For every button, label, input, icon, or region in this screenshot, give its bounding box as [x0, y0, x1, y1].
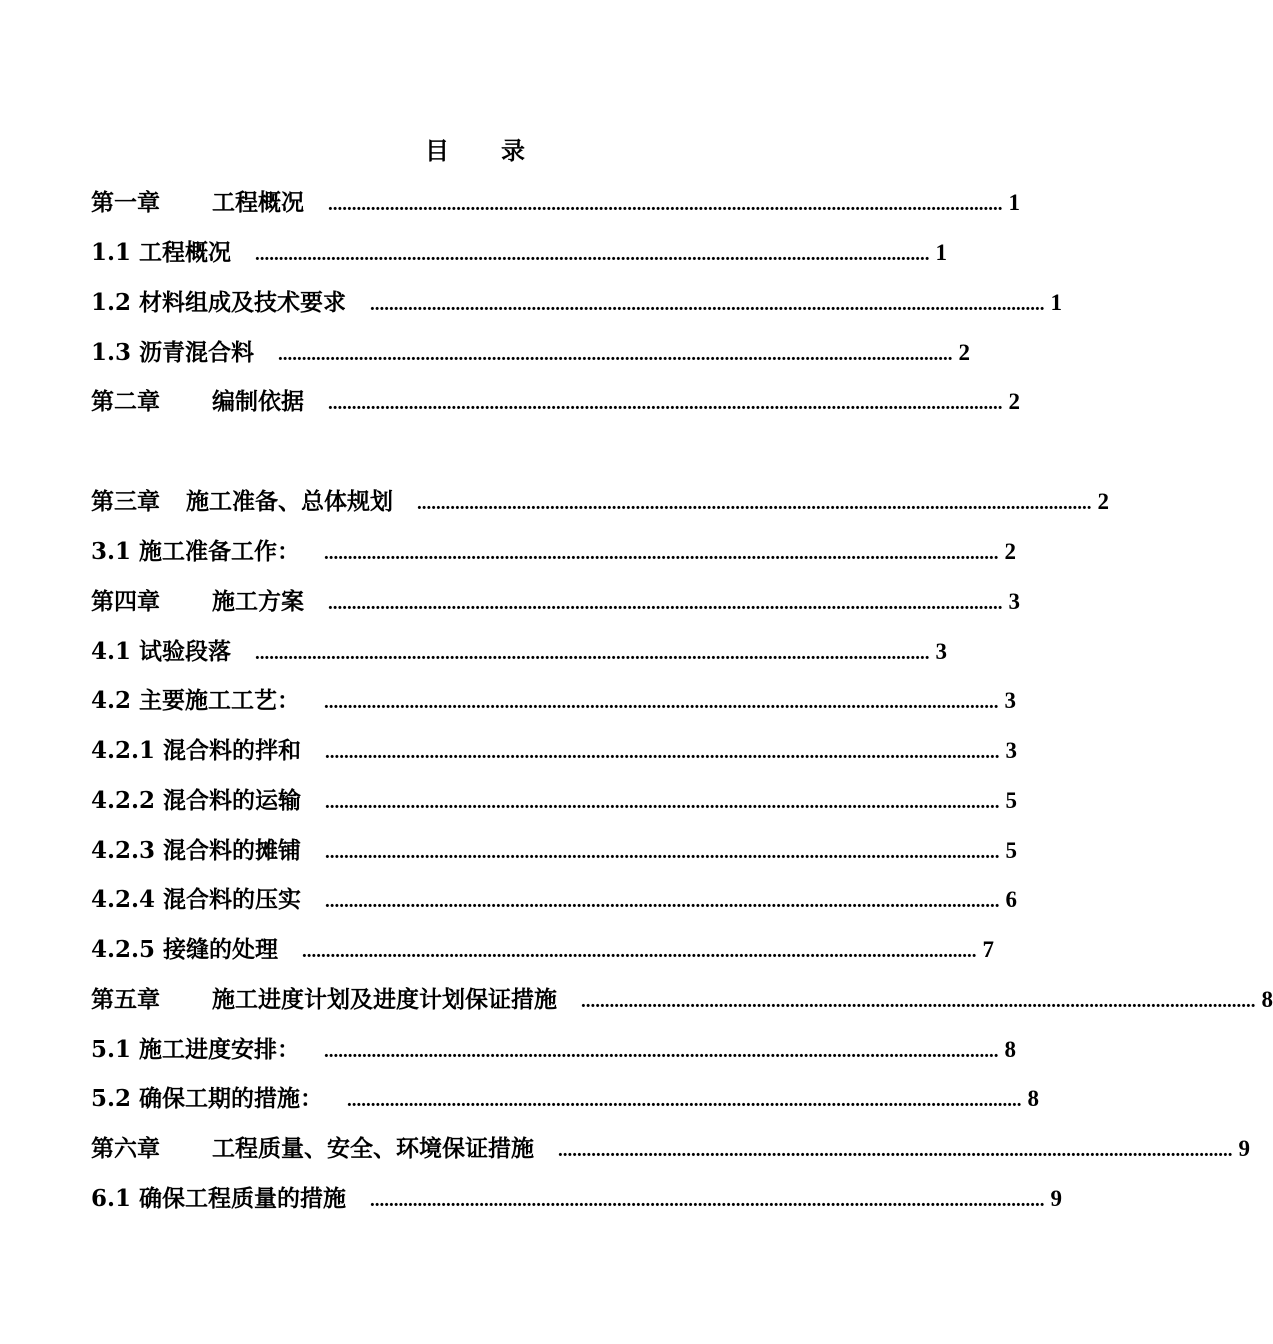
toc-title: 3.1 施工准备工作：: [91, 538, 301, 565]
toc-leader: ..............................................................................................................................................: [324, 1041, 999, 1062]
toc-title: 1.3 沥青混合料: [91, 339, 255, 366]
toc-title-right: 录: [501, 136, 525, 165]
toc-page: 1: [1008, 190, 1020, 215]
toc-title-left: 目: [425, 136, 449, 165]
toc-page: 8: [1004, 1037, 1017, 1062]
toc-leader: ..............................................................................................................................................: [325, 742, 1000, 763]
toc-line-3[interactable]: [91, 334, 971, 366]
toc-leader: ..............................................................................................................................................: [324, 543, 999, 564]
toc-page: 1: [1050, 290, 1063, 315]
toc-page: 9: [1050, 1186, 1063, 1211]
toc-leader: ..............................................................................................................................................: [255, 643, 930, 664]
toc-page: 3: [1004, 688, 1017, 713]
toc-page: 9: [1238, 1136, 1250, 1161]
toc-page: 2: [1004, 539, 1017, 564]
toc-label: 第二章: [91, 388, 160, 415]
toc-line-5[interactable]: [91, 483, 1109, 515]
toc-line-10[interactable]: [91, 732, 1018, 764]
toc-line-17[interactable]: [91, 1080, 1040, 1112]
toc-leader: ..............................................................................................................................................: [558, 1140, 1233, 1161]
toc-leader: ..............................................................................................................................................: [581, 991, 1256, 1012]
toc-title: 编制依据: [212, 388, 304, 415]
toc-line-13[interactable]: [91, 881, 1018, 913]
toc-title: [0, 131, 950, 166]
toc-line-1[interactable]: [91, 234, 948, 266]
toc-line-19[interactable]: [91, 1180, 1063, 1212]
toc-label: 第四章: [91, 588, 160, 615]
toc-page: 2: [1097, 489, 1109, 514]
toc-page: 7: [982, 937, 995, 962]
toc-page: 8: [1261, 987, 1273, 1012]
toc-title: 工程质量、安全、环境保证措施: [212, 1135, 534, 1162]
toc-title: 施工方案: [212, 588, 304, 615]
toc-title: 4.2.1 混合料的拌和: [91, 737, 302, 764]
toc-label: 第一章: [91, 189, 160, 216]
toc-leader: ..............................................................................................................................................: [302, 941, 977, 962]
toc-page: 3: [935, 639, 948, 664]
toc-leader: ..............................................................................................................................................: [255, 244, 930, 265]
toc-line-2[interactable]: [91, 284, 1063, 316]
toc-title: 施工进度计划及进度计划保证措施: [212, 986, 557, 1013]
toc-page: 8: [1027, 1086, 1040, 1111]
toc-leader: ..............................................................................................................................................: [325, 842, 1000, 863]
toc-title: 施工准备、总体规划: [186, 488, 393, 515]
toc-leader: ..............................................................................................................................................: [325, 792, 1000, 813]
toc-leader: ..............................................................................................................................................: [278, 344, 953, 365]
toc-title: 1.1 工程概况: [91, 239, 232, 266]
toc-page: 5: [1005, 838, 1018, 863]
toc-label: 第三章: [91, 488, 160, 515]
toc-leader: ..............................................................................................................................................: [370, 294, 1045, 315]
toc-line-12[interactable]: [91, 832, 1018, 864]
toc-line-18[interactable]: [91, 1130, 1250, 1162]
toc-line-4[interactable]: [91, 383, 1020, 415]
toc-line-6[interactable]: [91, 533, 1017, 565]
toc-title: 5.1 施工进度安排：: [91, 1036, 301, 1063]
toc-line-8[interactable]: [91, 633, 948, 665]
toc-title: 6.1 确保工程质量的措施: [91, 1185, 347, 1212]
toc-title: 工程概况: [212, 189, 304, 216]
toc-line-15[interactable]: [91, 981, 1273, 1013]
toc-page: 2: [958, 340, 971, 365]
toc-title: 4.2.3 混合料的摊铺: [91, 837, 302, 864]
toc-line-7[interactable]: [91, 583, 1020, 615]
toc-page: 3: [1005, 738, 1018, 763]
toc-line-0[interactable]: [91, 184, 1020, 216]
toc-leader: ..............................................................................................................................................: [347, 1090, 1022, 1111]
toc-leader: ..............................................................................................................................................: [370, 1190, 1045, 1211]
toc-label: 第六章: [91, 1135, 160, 1162]
toc-title: 5.2 确保工期的措施：: [91, 1085, 324, 1112]
toc-title: 1.2 材料组成及技术要求: [91, 289, 347, 316]
toc-leader: ..............................................................................................................................................: [328, 593, 1003, 614]
toc-leader: ..............................................................................................................................................: [325, 891, 1000, 912]
toc-page: 6: [1005, 887, 1018, 912]
toc-leader: ..............................................................................................................................................: [328, 194, 1003, 215]
toc-title: 4.2.2 混合料的运输: [91, 787, 302, 814]
toc-page: 5: [1005, 788, 1018, 813]
toc-leader: ..............................................................................................................................................: [328, 393, 1003, 414]
toc-line-11[interactable]: [91, 782, 1018, 814]
toc-leader: ..............................................................................................................................................: [324, 692, 999, 713]
toc-page: 1: [935, 240, 948, 265]
toc-title: 4.2.5 接缝的处理: [91, 936, 279, 963]
toc-line-14[interactable]: [91, 931, 995, 963]
toc-title: 4.2 主要施工工艺：: [91, 687, 301, 714]
toc-label: 第五章: [91, 986, 160, 1013]
toc-line-9[interactable]: [91, 682, 1017, 714]
toc-title: 4.1 试验段落: [91, 638, 232, 665]
toc-page: 3: [1008, 589, 1020, 614]
toc-line-16[interactable]: [91, 1031, 1017, 1063]
toc-title: 4.2.4 混合料的压实: [91, 886, 302, 913]
toc-leader: ..............................................................................................................................................: [417, 493, 1092, 514]
toc-page: 2: [1008, 389, 1020, 414]
